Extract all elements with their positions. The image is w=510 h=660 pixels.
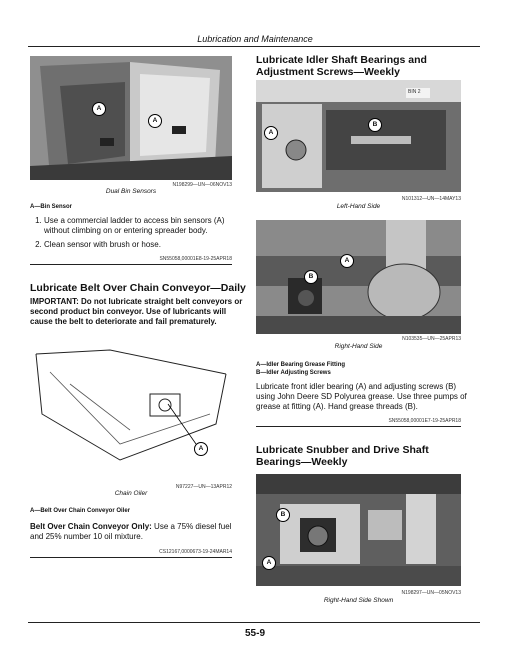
snubber-drawing <box>256 474 461 586</box>
dual-bin-sensors-drawing <box>30 56 232 180</box>
section-rule <box>30 264 232 265</box>
figure-id: N103535—UN—25APR13 <box>402 336 461 342</box>
section-title <box>30 282 250 294</box>
callout-a-snubber: A <box>262 556 276 570</box>
section-title <box>256 444 476 468</box>
callout-a-1: A <box>92 102 106 116</box>
figure-id: N97227—UN—13APR12 <box>175 484 232 490</box>
running-header: Lubrication and Maintenance <box>197 34 313 44</box>
idler-left-drawing <box>256 80 461 192</box>
section-rule <box>30 557 232 558</box>
right-hand-side-photo <box>256 220 461 334</box>
legend-bin-sensor: A—Bin Sensor <box>30 204 73 210</box>
legend-idler-grease: A—Idler Bearing Grease Fitting <box>256 362 346 368</box>
important-note <box>30 297 244 327</box>
section-heading: Lubricate Belt Over Chain Conveyor—Daily <box>30 282 246 294</box>
callout-b-bearing: B <box>304 270 318 284</box>
figure-id: N101312—UN—14MAY13 <box>401 196 461 202</box>
para-rest: Use a 75% diesel fuel and 25% number 10 oil mixture. <box>30 522 232 541</box>
section-rule <box>256 426 461 427</box>
section-heading: Lubricate Idler Shaft Bearings and Adjustment Screws—Weekly <box>256 54 427 78</box>
callout-a-oiler: A <box>194 442 208 456</box>
callout-a-2: A <box>148 114 162 128</box>
idler-right-drawing <box>256 220 461 334</box>
figure-caption: Left-Hand Side <box>336 203 381 210</box>
section-heading: Lubricate Snubber and Drive Shaft Bearings—Weekly <box>256 444 429 468</box>
chain-oiler-drawing <box>30 344 232 482</box>
steps-list <box>30 216 240 254</box>
legend-oiler: A—Belt Over Chain Conveyor Oiler <box>30 508 131 514</box>
figure-caption: Chain Oiler <box>114 490 148 497</box>
reference-code: CS12167,0000673-19-24MAR14 <box>159 549 232 555</box>
page-number: 55-9 <box>244 628 265 639</box>
figure-caption: Dual Bin Sensors <box>105 188 157 195</box>
para-lead: Belt Over Chain Conveyor Only: <box>30 522 152 531</box>
reference-code: SN55058,00001E8-19-25APR18 <box>159 256 232 262</box>
figure-caption: Right-Hand Side <box>334 343 383 350</box>
step-2: 2. Clean sensor with brush or hose. <box>44 240 240 250</box>
callout-a-bearing: A <box>340 254 354 268</box>
oil-mixture-paragraph <box>30 522 240 542</box>
bin-tag-label: BIN 2 <box>408 89 421 95</box>
callout-b-idler: B <box>368 118 382 132</box>
figure-id: N198297—UN—05NOV13 <box>401 590 461 596</box>
important-text: Do not lubricate straight belt conveyors or second product bin conveyor. Use of lubricants will cause the belt to deteriorate and fail prematurely. <box>30 297 243 326</box>
reference-code: SN55058,00001E7-19-25APR18 <box>388 418 461 424</box>
snubber-photo <box>256 474 461 586</box>
footer-rule <box>28 622 480 623</box>
dual-bin-sensors-photo <box>30 56 232 180</box>
figure-id: N198299—UN—06NOV13 <box>172 182 232 188</box>
callout-a-idler: A <box>264 126 278 140</box>
important-label: IMPORTANT: <box>30 297 79 306</box>
chain-oiler-lines <box>30 344 232 482</box>
figure-caption: Right-Hand Side Shown <box>323 597 394 604</box>
header-rule <box>28 46 480 47</box>
section-title <box>256 54 476 78</box>
callout-b-snubber: B <box>276 508 290 522</box>
legend-idler-screws: B—Idler Adjusting Screws <box>256 370 331 376</box>
step-1: 1. Use a commercial ladder to access bin sensors (A) without climbing on or entering spreader body. <box>44 216 240 236</box>
idler-lube-paragraph: Lubricate front idler bearing (A) and adjusting screws (B) using John Deere SD Polyurea grease. Use three pumps of grease at fitting (A). Hand grease threads (B). <box>256 382 467 411</box>
left-hand-side-photo <box>256 80 461 192</box>
